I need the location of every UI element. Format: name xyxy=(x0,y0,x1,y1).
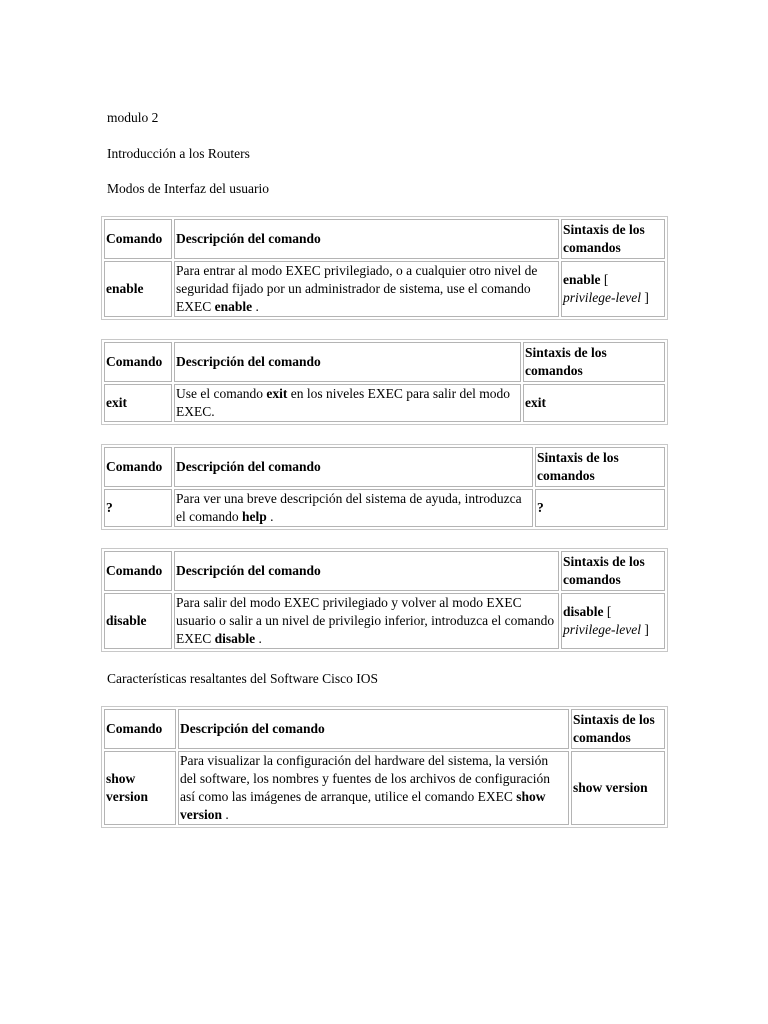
command-description: Use el comando exit en los niveles EXEC para salir del modo EXEC. xyxy=(174,384,521,422)
command-name: exit xyxy=(104,384,172,422)
command-description: Para visualizar la configuración del hardware del sistema, la versión del software, los nombres y fuentes de los archivos de configuración así como las imágenes de arranque, utilice el comando EXEC show version . xyxy=(178,751,569,825)
command-name: disable xyxy=(104,593,172,649)
command-description: Para salir del modo EXEC privilegiado y volver al modo EXEC usuario o salir a un nivel de privilegio inferior, introduzca el comando EXEC disable . xyxy=(174,593,559,649)
header-comando: Comando xyxy=(104,342,172,382)
module-heading: modulo 2 xyxy=(107,110,159,125)
command-syntax: disable [ privilege-level ] xyxy=(561,593,665,649)
header-comando: Comando xyxy=(104,219,172,259)
command-table-exit xyxy=(101,339,668,425)
command-syntax: exit xyxy=(523,384,665,422)
section-title-ios: Características resaltantes del Software Cisco IOS xyxy=(107,671,379,686)
command-description: Para entrar al modo EXEC privilegiado, o a cualquier otro nivel de seguridad fijado por un administrador de sistema, use el comando EXEC enable . xyxy=(174,261,559,317)
header-sintaxis: Sintaxis de los comandos xyxy=(571,709,665,749)
command-syntax: ? xyxy=(535,489,665,527)
header-descripcion: Descripción del comando xyxy=(174,447,533,487)
command-table-show-version xyxy=(101,706,668,828)
section-title: Introducción a los Routers xyxy=(107,146,250,161)
header-descripcion: Descripción del comando xyxy=(174,551,559,591)
command-name: enable xyxy=(104,261,172,317)
header-comando: Comando xyxy=(104,709,176,749)
command-name: ? xyxy=(104,489,172,527)
header-sintaxis: Sintaxis de los comandos xyxy=(523,342,665,382)
command-table-disable xyxy=(101,548,668,652)
command-table-help xyxy=(101,444,668,530)
command-name: show version xyxy=(104,751,176,825)
header-comando: Comando xyxy=(104,551,172,591)
header-sintaxis: Sintaxis de los comandos xyxy=(561,551,665,591)
command-syntax: show version xyxy=(571,751,665,825)
header-sintaxis: Sintaxis de los comandos xyxy=(561,219,665,259)
header-sintaxis: Sintaxis de los comandos xyxy=(535,447,665,487)
command-syntax: enable [ privilege-level ] xyxy=(561,261,665,317)
header-descripcion: Descripción del comando xyxy=(178,709,569,749)
subsection-title: Modos de Interfaz del usuario xyxy=(107,181,269,196)
header-descripcion: Descripción del comando xyxy=(174,342,521,382)
command-table-enable xyxy=(101,216,668,320)
header-comando: Comando xyxy=(104,447,172,487)
header-descripcion: Descripción del comando xyxy=(174,219,559,259)
command-description: Para ver una breve descripción del sistema de ayuda, introduzca el comando help . xyxy=(174,489,533,527)
